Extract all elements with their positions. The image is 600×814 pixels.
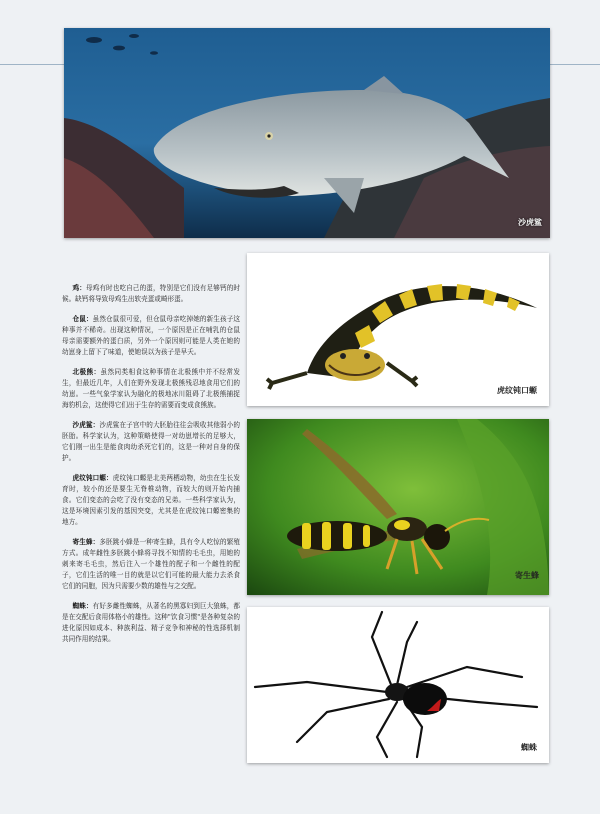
salamander-caption: 虎纹钝口螈 [497,385,537,395]
spider-photo [247,607,549,763]
term-sand-tiger-shark: 沙虎鲨： [72,421,100,429]
spider-caption: 蜘蛛 [521,742,537,752]
wasp-image [247,419,549,595]
text-spider: 有好多雌性蜘蛛，从著名的黑寡妇到巨大狼蛛，都是在交配后食用体格小的雄性。这种"饮食习惯"是各种复杂的进化原因如成本、种族利益、精子竞争和神秘的性选择机制共同作用的结果。 [62,602,241,643]
paragraph-spider [62,601,240,645]
shark-photo [64,28,550,238]
term-parasitic-wasp: 寄生蜂： [72,538,100,546]
text-parasitic-wasp: 多胚跳小蜂是一种寄生蜂，具有令人吃惊的繁殖方式。成年雌性多胚跳小蜂将寻找不知情的毛毛虫，用她的刺来寄毛毛虫，然后注入一个雄性的配子和一个雌性的配子，它们生活的唯一目的就是以它们可能的最大能力去杀食它们的同胞，因为只需要少数的雄性与之交配。 [62,538,241,590]
shark-image [64,28,550,238]
text-chicken: 母鸡有时也吃自己的蛋，特别是它们没有足够钙的时候。缺钙将导致母鸡生出软壳蛋或畸形蛋。 [62,284,241,303]
salamander-photo [247,253,549,406]
paragraph-tiger-salamander [62,473,240,528]
spider-image [247,607,549,763]
article-body [62,283,240,654]
wasp-photo [247,419,549,595]
term-chicken: 鸡： [72,284,86,292]
paragraph-hamster [62,314,240,358]
text-hamster: 虽然仓鼠很可爱，但仓鼠母亲吃掉她的新生孩子这种事并不稀奇。出现这种情况，一个原因是正在哺乳的仓鼠母亲需要额外的蛋白质，另外一个原因则可能是人类在她的幼崽身上留下了味道，使她误以为孩子是早夭。 [62,315,241,356]
paragraph-polar-bear [62,367,240,411]
shark-caption: 沙虎鲨 [518,217,542,227]
text-tiger-salamander: 虎纹钝口螈是北美两栖动物，幼虫在生长发育时，较小的还是要生无脊椎动物，而较大的则开始内捕食。它们变态的会吃了没有变态的兄弟。一些科学家认为，这是环境因素引发的基因突变，尤其是在虎纹钝口螈密集的地方。 [62,474,241,526]
term-spider: 蜘蛛： [72,602,93,610]
paragraph-parasitic-wasp [62,537,240,592]
text-polar-bear: 虽然同类相食这种事情在北极熊中并不经常发生，但最近几年，人们在野外发现北极熊残忍地食用它们的幼崽。一些气象学家认为融化的极地冰川阻碍了北极熊捕捉海豹机会，这使得它们出于生存的需要而变成食熊族。 [62,368,241,409]
text-sand-tiger-shark: 沙虎鲨在子宫中的大胚胎往往会吸收其他弱小的胚胎。科学家认为，这种策略使得一对幼崽增长的足够大，它们刚一出生是能食肉幼杀死它们的，这是一种对自身的保护。 [62,421,241,462]
term-hamster: 仓鼠： [72,315,93,323]
salamander-image [247,253,549,406]
wasp-caption: 寄生蜂 [515,570,539,580]
term-polar-bear: 北极熊： [72,368,101,376]
term-tiger-salamander: 虎纹钝口螈： [72,474,113,482]
paragraph-chicken [62,283,240,305]
paragraph-sand-tiger-shark [62,420,240,464]
